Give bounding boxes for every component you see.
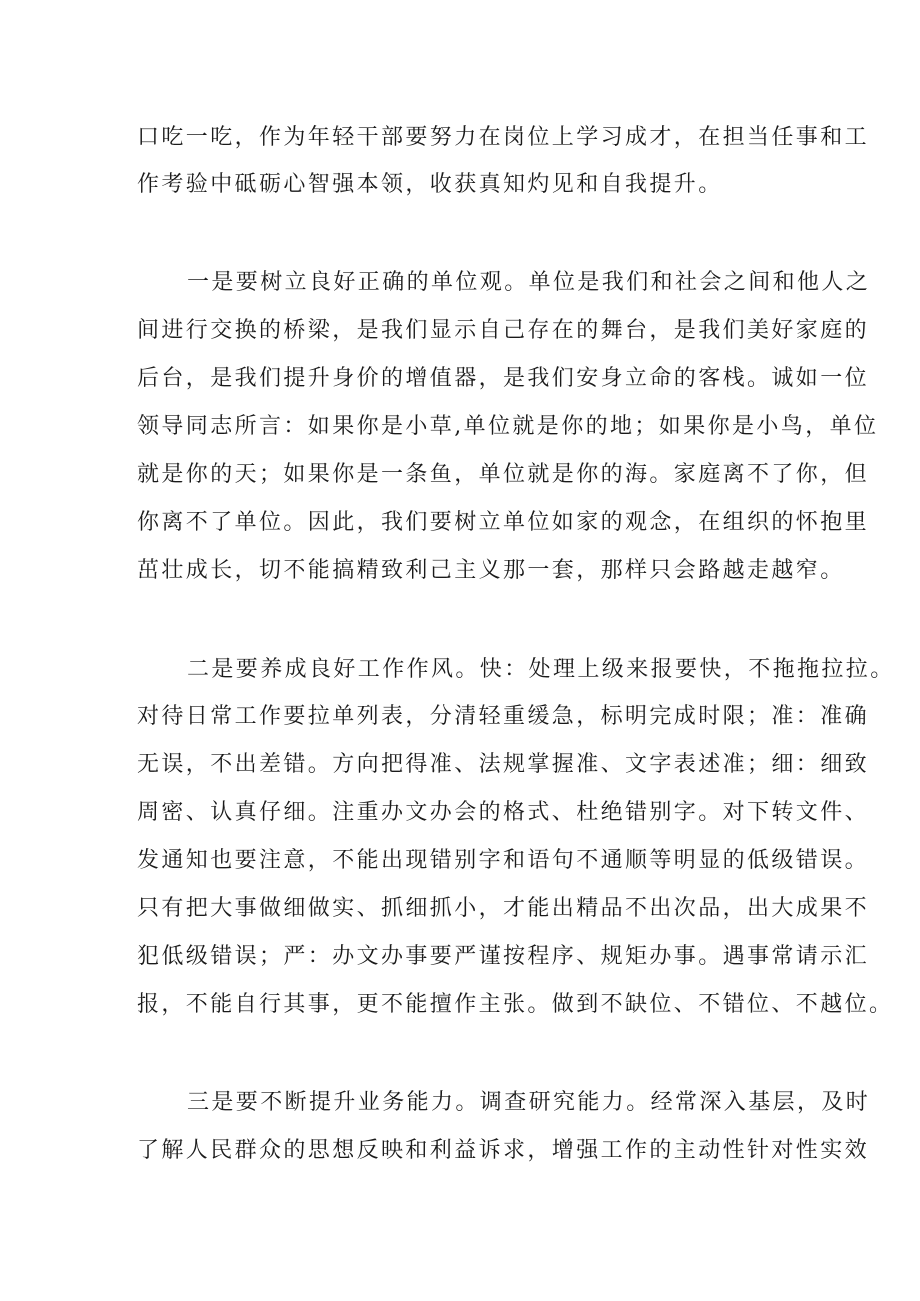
text-line: 对待日常工作要拉单列表，分清轻重缓急，标明完成时限；准：准确 [137,704,870,729]
text-line: 发通知也要注意，不能出现错别字和语句不通顺等明显的低级错误。 [137,848,870,873]
text-line: 犯低级错误；严：办文办事要严谨按程序、规矩办事。遇事常请示汇 [137,944,870,969]
text-line: 只有把大事做细做实、抓细抓小，才能出精品不出次品，出大成果不 [137,896,870,921]
text-line: 作考验中砥砺心智强本领，收获真知灼见和自我提升。 [137,172,723,197]
text-line: 口吃一吃，作为年轻干部要努力在岗位上学习成才，在担当任事和工 [137,125,870,150]
text-line: 周密、认真仔细。注重办文办会的格式、杜绝错别字。对下转文件、 [137,800,870,825]
text-line: 领导同志所言：如果你是小草,单位就是你的地；如果你是小鸟，单位 [137,414,879,439]
text-line: 三是要不断提升业务能力。调查研究能力。经常深入基层，及时 [187,1090,871,1115]
text-line: 就是你的天；如果你是一条鱼，单位就是你的海。家庭离不了你，但 [137,462,870,487]
text-line: 你离不了单位。因此，我们要树立单位如家的观念，在组织的怀抱里 [137,510,870,535]
text-line: 间进行交换的桥梁，是我们显示自己存在的舞台，是我们美好家庭的 [137,318,870,343]
text-line: 了解人民群众的思想反映和利益诉求，增强工作的主动性针对性实效 [137,1138,870,1163]
text-line: 报，不能自行其事，更不能擅作主张。做到不缺位、不错位、不越位。 [137,992,894,1017]
text-line: 后台，是我们提升身价的增值器，是我们安身立命的客栈。诚如一位 [137,366,870,391]
text-line: 一是要树立良好正确的单位观。单位是我们和社会之间和他人之 [187,270,871,295]
text-line: 茁壮成长，切不能搞精致利己主义那一套，那样只会路越走越窄。 [137,558,845,583]
text-line: 无误，不出差错。方向把得准、法规掌握准、文字表述准；细：细致 [137,752,870,777]
text-line: 二是要养成良好工作作风。快：处理上级来报要快，不拖拖拉拉。 [187,657,895,682]
